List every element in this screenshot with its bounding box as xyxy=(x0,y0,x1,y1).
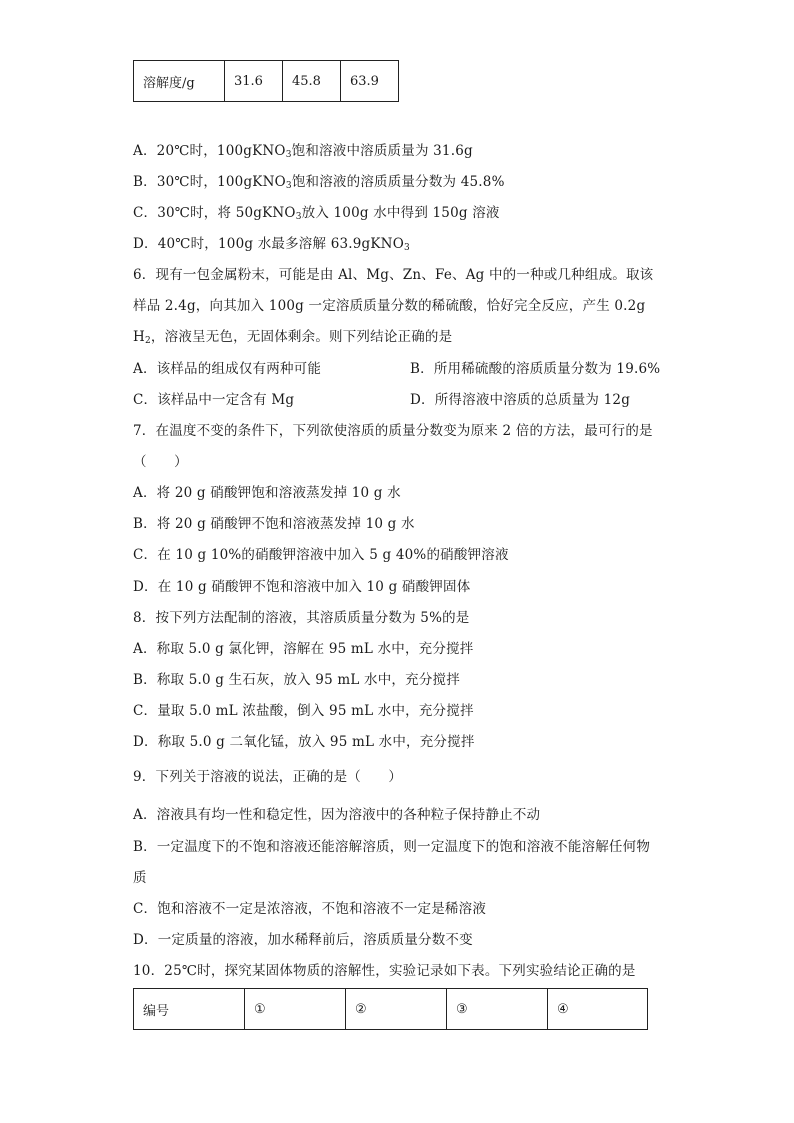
q6-option-b: B．所用稀硫酸的溶质质量分数为 19.6% xyxy=(410,361,661,377)
q8-stem: 8．按下列方法配制的溶液，其溶质质量分数为 5%的是 xyxy=(133,610,470,626)
q9-option-b-line2: 质 xyxy=(133,870,147,886)
table-cell xyxy=(346,989,447,1030)
q7-option-c: C．在 10 g 10%的硝酸钾溶液中加入 5 g 40%的硝酸钾溶液 xyxy=(133,547,509,563)
q9-option-c: C．饱和溶液不一定是浓溶液，不饱和溶液不一定是稀溶液 xyxy=(133,901,487,917)
q6-option-a: A．该样品的组成仅有两种可能 xyxy=(133,361,322,377)
table-cell: 溶解度/g xyxy=(134,61,225,102)
q8-option-c: C．量取 5.0 mL 浓盐酸，倒入 95 mL 水中，充分搅拌 xyxy=(133,703,474,719)
q7-option-d: D．在 10 g 硝酸钾不饱和溶液中加入 10 g 硝酸钾固体 xyxy=(133,579,471,595)
q5-option-c: C．30℃时，将 50gKNO$_3$放入 100g 水中得到 150g 溶液 xyxy=(133,205,500,222)
experiment-number: ② xyxy=(355,1001,367,1017)
q7-stem-line1: 7．在温度不变的条件下，下列欲使溶质的质量分数变为原来 2 倍的方法，最可行的是 xyxy=(133,423,653,439)
q7-option-a: A．将 20 g 硝酸钾饱和溶液蒸发掉 10 g 水 xyxy=(133,485,401,501)
q8-option-b: B．称取 5.0 g 生石灰，放入 95 mL 水中，充分搅拌 xyxy=(133,672,460,688)
q5-option-d: D．40℃时，100g 水最多溶解 63.9gKNO$_3$ xyxy=(133,236,410,253)
table-cell xyxy=(548,989,648,1030)
experiment-number: ③ xyxy=(456,1001,468,1017)
solubility-table xyxy=(133,60,399,102)
table-row xyxy=(134,61,399,102)
table-cell xyxy=(245,989,346,1030)
q6-options-row1 xyxy=(133,360,661,378)
q9-option-b-line1: B．一定温度下的不饱和溶液还能溶解溶质，则一定温度下的饱和溶液不能溶解任何物 xyxy=(133,839,651,855)
q7-option-b: B．将 20 g 硝酸钾不饱和溶液蒸发掉 10 g 水 xyxy=(133,516,415,532)
q9-option-a: A．溶液具有均一性和稳定性，因为溶液中的各种粒子保持静止不动 xyxy=(133,807,541,823)
q5-option-a: A．20℃时，100gKNO$_3$饱和溶液中溶质质量为 31.6g xyxy=(133,143,473,160)
q9-option-d: D．一定质量的溶液，加水稀释前后，溶质质量分数不变 xyxy=(133,932,473,948)
table-cell xyxy=(447,989,548,1030)
table-cell: 31.6 xyxy=(225,61,283,102)
q8-option-d: D．称取 5.0 g 二氧化锰，放入 95 mL 水中，充分搅拌 xyxy=(133,734,475,750)
q6-stem-line3: $H_2$，溶液呈无色，无固体剩余。则下列结论正确的是 xyxy=(133,329,453,346)
experiment-table xyxy=(133,988,648,1030)
experiment-number: ① xyxy=(254,1001,266,1017)
experiment-number: ④ xyxy=(557,1001,569,1017)
q7-stem-line2: （ ） xyxy=(133,454,188,470)
q8-option-a: A．称取 5.0 g 氯化钾，溶解在 95 mL 水中，充分搅拌 xyxy=(133,641,474,657)
q5-option-b: B．30℃时，100gKNO$_3$饱和溶液的溶质质量分数为 45.8% xyxy=(133,174,505,191)
q10-stem: 10．25℃时，探究某固体物质的溶解性，实验记录如下表。下列实验结论正确的是 xyxy=(133,963,636,979)
table-cell: 45.8 xyxy=(283,61,341,102)
q6-option-c: C．该样品中一定含有 Mg xyxy=(133,392,295,408)
q6-option-d: D．所得溶液中溶质的总质量为 12g xyxy=(410,392,631,408)
table-row xyxy=(134,989,648,1030)
table-cell: 63.9 xyxy=(341,61,399,102)
q9-stem: 9．下列关于溶液的说法，正确的是（ ） xyxy=(133,769,403,785)
q6-stem-line2: 样品 2.4g，向其加入 100g 一定溶质质量分数的稀硫酸，恰好完全反应，产生 0.2g xyxy=(133,298,646,314)
table-cell: 编号 xyxy=(134,989,245,1030)
q6-options-row2 xyxy=(133,391,631,409)
q6-stem-line1: 6．现有一包金属粉末，可能是由 Al、Mg、Zn、Fe、Ag 中的一种或几种组成。取该 xyxy=(133,267,654,283)
